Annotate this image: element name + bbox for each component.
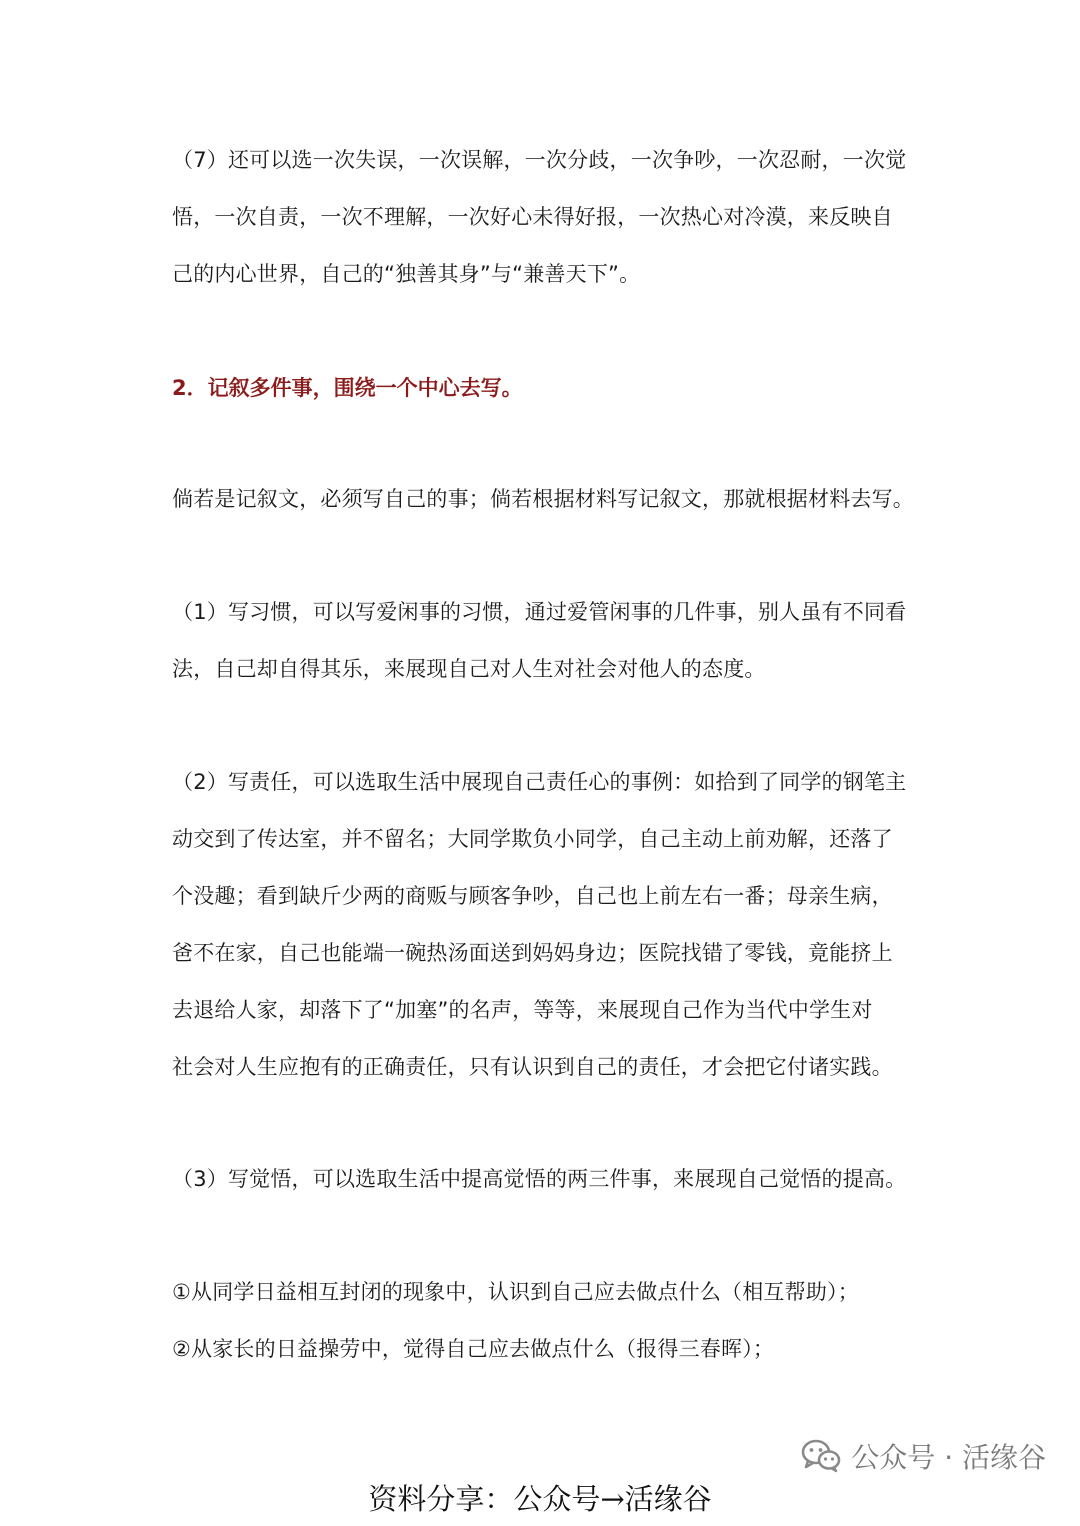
list-item: ①从同学日益相互封闭的现象中，认识到自己应去做点什么（相互帮助）； <box>172 1280 859 1304</box>
paragraph-1 <box>172 584 912 698</box>
paragraph-2 <box>172 754 912 1096</box>
text-line: 倘若是记叙文，必须写自己的事；倘若根据材料写记叙文，那就根据材料去写。 <box>172 487 914 511</box>
footer-text: 资料分享：公众号→活缘谷 <box>368 1482 712 1516</box>
numbered-list <box>172 1264 912 1378</box>
intro-paragraph <box>172 471 912 528</box>
text-line: 去退给人家，却落下了“加塞”的名声，等等，来展现自己作为当代中学生对 <box>172 998 873 1022</box>
text-line: 爸不在家，自己也能端一碗热汤面送到妈妈身边；医院找错了零钱，竟能挤上 <box>172 941 893 965</box>
wechat-icon <box>801 1439 841 1473</box>
section-heading: 2．记叙多件事，围绕一个中心去写。 <box>172 376 523 400</box>
text-line: （3）写觉悟，可以选取生活中提高觉悟的两三件事，来展现自己觉悟的提高。 <box>172 1167 907 1191</box>
text-line: （2）写责任，可以选取生活中展现自己责任心的事例：如拾到了同学的钢笔主 <box>172 770 907 794</box>
paragraph-3 <box>172 1151 912 1208</box>
watermark-text: 公众号 · 活缘谷 <box>851 1441 1046 1474</box>
text-line: 个没趣；看到缺斤少两的商贩与顾客争吵，自己也上前左右一番；母亲生病， <box>172 884 893 908</box>
text-line: （1）写习惯，可以写爱闲事的习惯，通过爱管闲事的几件事，别人虽有不同看 <box>172 600 907 624</box>
watermark <box>801 1432 1046 1480</box>
text-line: 悟，一次自责，一次不理解，一次好心未得好报，一次热心对冷漠，来反映自 <box>172 205 893 229</box>
text-line: （7）还可以选一次失误，一次误解，一次分歧，一次争吵，一次忍耐，一次觉 <box>172 148 907 172</box>
text-line: 社会对人生应抱有的正确责任，只有认识到自己的责任，才会把它付诸实践。 <box>172 1055 893 1079</box>
text-line: 动交到了传达室，并不留名；大同学欺负小同学，自己主动上前劝解，还落了 <box>172 827 893 851</box>
list-item: ②从家长的日益操劳中，觉得自己应去做点什么（报得三春晖）； <box>172 1337 775 1361</box>
text-line: 法，自己却自得其乐，来展现自己对人生对社会对他人的态度。 <box>172 657 766 681</box>
text-line: 己的内心世界，自己的“独善其身”与“兼善天下”。 <box>172 262 641 286</box>
paragraph-7 <box>172 132 912 303</box>
